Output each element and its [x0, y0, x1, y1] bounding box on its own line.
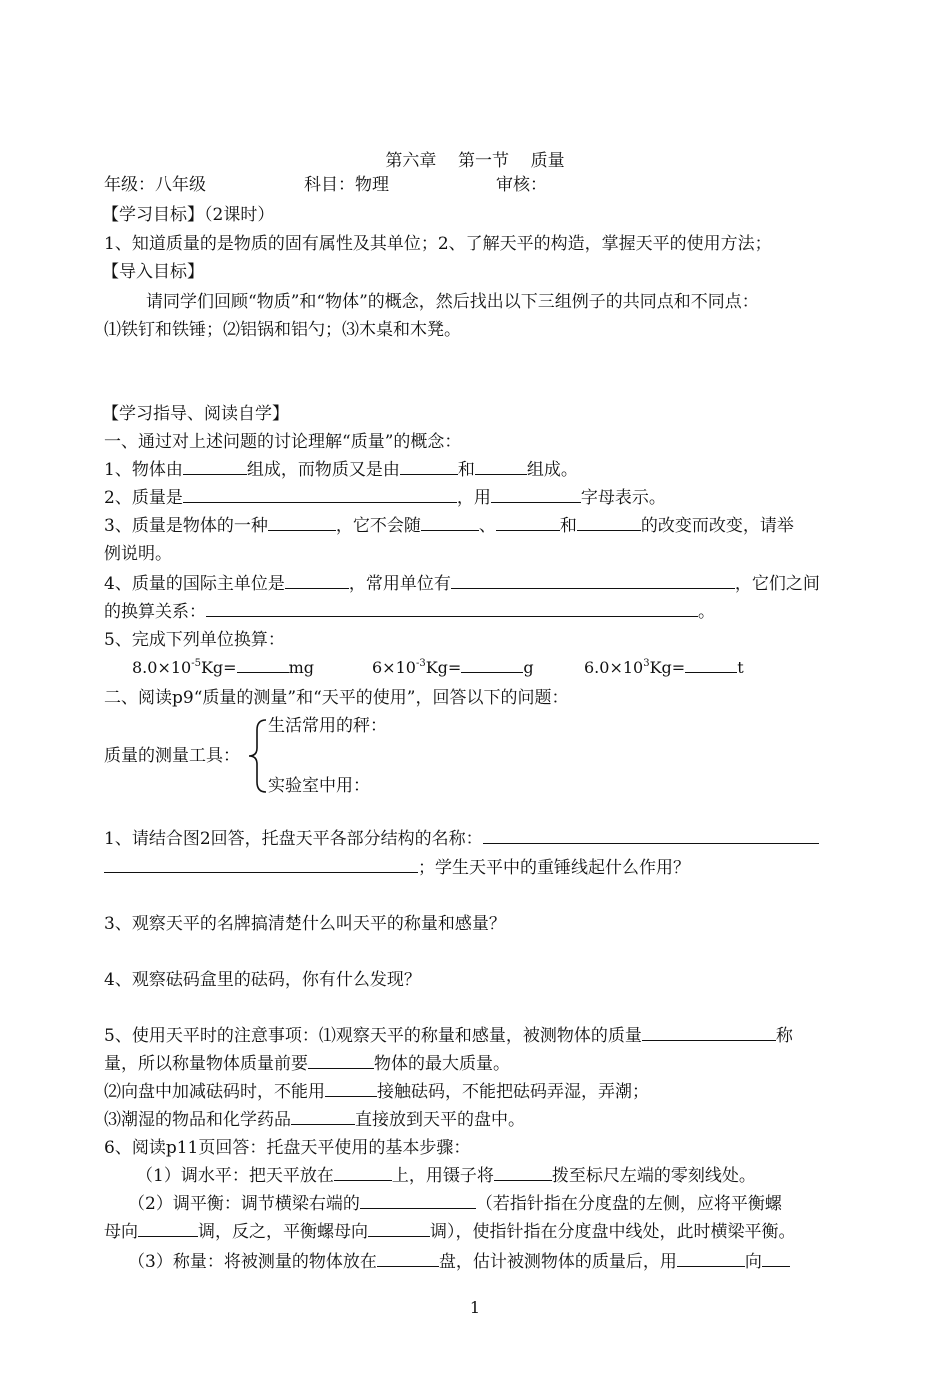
goals-text: 1、知道质量的是物质的固有属性及其单位；2、了解天平的构造，掌握天平的使用方法； — [104, 234, 772, 254]
goals-header: 【学习目标】（2课时） — [102, 205, 275, 225]
part1-title: 一、通过对上述问题的讨论理解“质量”的概念： — [104, 432, 462, 452]
q3-text-e: 的改变而改变，请举 — [640, 516, 794, 536]
blank[interactable] — [104, 858, 418, 873]
blank[interactable] — [677, 1252, 745, 1267]
prompt-1b — [104, 858, 690, 878]
q4-text-a: 4、质量的国际主单位是 — [104, 574, 285, 594]
p1b-text: ；学生天平中的重锤线起什么作用？ — [418, 858, 690, 878]
s1-text-b: 上，用镊子将 — [391, 1166, 494, 1186]
conv1-base: 8.0×10 — [132, 658, 192, 677]
s3-text-b: 盘，估计被测物体的质量后，用 — [438, 1252, 677, 1272]
meta-row — [104, 175, 547, 195]
s3-text-c: 向 — [744, 1252, 762, 1272]
conversion-1 — [132, 658, 314, 678]
p5d-text-b: 直接放到天平的盘中。 — [355, 1110, 525, 1130]
p5b-text-a: 量，所以称量物体质量前要 — [104, 1054, 308, 1074]
s1-text-c: 拨至标尺左端的零刻线处。 — [551, 1166, 756, 1186]
conv3-unit-in: Kg= — [649, 658, 686, 677]
s2b-text-c: 调），使指针指在分度盘中线处，此时横梁平衡。 — [430, 1222, 796, 1242]
p5d-text-a: ⑶潮湿的物品和化学药品 — [104, 1110, 291, 1130]
conv3-exp: 3 — [643, 657, 650, 669]
blank[interactable] — [206, 602, 698, 617]
guide-header: 【学习指导、阅读自学】 — [102, 404, 289, 424]
blank[interactable] — [285, 574, 349, 589]
q3-text-a: 3、质量是物体的一种 — [104, 516, 268, 536]
p5-text-a: 5、使用天平时的注意事项：⑴观察天平的称量和感量，被测物体的质量 — [104, 1026, 642, 1046]
q1-text-d: 组成。 — [526, 460, 578, 480]
blank[interactable] — [491, 488, 581, 503]
intro-text-2: ⑴铁钉和铁锤；⑵铝锅和铝勺；⑶木桌和木凳。 — [104, 320, 461, 340]
blank[interactable] — [494, 1166, 552, 1181]
blank[interactable] — [138, 1222, 198, 1237]
q4b-text-a: 的换算关系： — [104, 602, 206, 622]
conversion-3 — [584, 658, 744, 678]
q2-text-c: 字母表示。 — [580, 488, 666, 508]
q3-text-d: 和 — [559, 516, 577, 536]
prompt-1 — [104, 829, 819, 849]
s2b-text-b: 调，反之，平衡螺母向 — [198, 1222, 368, 1242]
question-2 — [104, 488, 666, 508]
blank[interactable] — [762, 1252, 790, 1267]
p5b-text-b: 物体的最大质量。 — [374, 1054, 510, 1074]
s1-text-a: （1）调水平：把天平放在 — [136, 1166, 334, 1186]
q1-text-b: 组成，而物质又是由 — [246, 460, 400, 480]
question-5: 5、完成下列单位换算： — [104, 630, 285, 650]
subject-label: 科目：物理 — [304, 175, 389, 195]
question-3b: 例说明。 — [104, 544, 172, 564]
blank[interactable] — [400, 460, 458, 475]
conv2-unit-in: Kg= — [425, 658, 462, 677]
p5c-text-a: ⑵向盘中加减砝码时，不能用 — [104, 1082, 325, 1102]
blank[interactable] — [496, 516, 560, 531]
blank[interactable] — [685, 658, 737, 673]
prompt-5 — [104, 1026, 793, 1046]
conv2-unit-out: g — [523, 658, 534, 677]
blank[interactable] — [451, 574, 735, 589]
conv1-unit-out: mg — [288, 658, 314, 677]
blank[interactable] — [475, 460, 527, 475]
blank[interactable] — [291, 1110, 355, 1125]
blank[interactable] — [183, 460, 247, 475]
blank[interactable] — [421, 516, 479, 531]
conv2-base: 6×10 — [372, 658, 416, 677]
prompt-5b — [104, 1054, 510, 1074]
question-4b — [104, 602, 715, 622]
p5c-text-b: 接触砝码，不能把砝码弄湿，弄潮； — [377, 1082, 649, 1102]
blank[interactable] — [308, 1054, 374, 1069]
step-3 — [128, 1252, 790, 1272]
q2-text-a: 2、质量是 — [104, 488, 183, 508]
blank[interactable] — [183, 488, 457, 503]
q2-text-b: ，用 — [456, 488, 491, 508]
blank[interactable] — [577, 516, 641, 531]
q1-text-c: 和 — [457, 460, 475, 480]
q1-text-a: 1、物体由 — [104, 460, 183, 480]
blank[interactable] — [377, 1252, 439, 1267]
s3-text-a: （3）称量：将被测量的物体放在 — [128, 1252, 377, 1272]
grade-label: 年级：八年级 — [104, 175, 206, 195]
q4-text-b: ，常用单位有 — [348, 574, 451, 594]
conv3-unit-out: t — [737, 658, 744, 677]
q3-text-b: ，它不会随 — [335, 516, 421, 536]
tools-life: 生活常用的秤： — [268, 716, 387, 736]
s2-text-b: （若指针指在分度盘的左侧，应将平衡螺 — [475, 1194, 782, 1214]
step-2 — [128, 1194, 782, 1214]
s2-text-a: （2）调平衡：调节横梁右端的 — [128, 1194, 360, 1214]
blank[interactable] — [368, 1222, 430, 1237]
conv1-unit-in: Kg= — [200, 658, 237, 677]
question-1 — [104, 460, 578, 480]
prompt-3: 3、观察天平的名牌搞清楚什么叫天平的称量和感量？ — [104, 914, 506, 934]
blank[interactable] — [642, 1026, 776, 1041]
intro-text-1: 请同学们回顾“物质”和“物体”的概念，然后找出以下三组例子的共同点和不同点： — [146, 292, 759, 312]
review-label: 审核： — [496, 175, 547, 195]
q3-text-c: 、 — [478, 516, 496, 536]
blank[interactable] — [461, 658, 523, 673]
blank[interactable] — [334, 1166, 392, 1181]
step-2b — [104, 1222, 796, 1242]
q4-text-c: ，它们之间 — [734, 574, 820, 594]
intro-header: 【导入目标】 — [102, 262, 204, 282]
prompt-5d — [104, 1110, 525, 1130]
prompt-4: 4、观察砝码盒里的砝码，你有什么发现？ — [104, 970, 421, 990]
part2-title: 二、阅读p9“质量的测量”和“天平的使用”，回答以下的问题： — [104, 688, 569, 708]
page-title: 第六章 第一节 质量 — [385, 151, 565, 171]
step-1 — [136, 1166, 756, 1186]
q4b-text-b: 。 — [698, 602, 715, 622]
conversion-2 — [372, 658, 534, 678]
conv3-base: 6.0×10 — [584, 658, 644, 677]
conv2-exp: -3 — [415, 657, 426, 669]
s2b-text-a: 母向 — [104, 1222, 138, 1242]
p5-text-b: 称 — [775, 1026, 793, 1046]
blank[interactable] — [325, 1082, 377, 1097]
tools-lab: 实验室中用： — [268, 776, 370, 796]
conv1-exp: -5 — [191, 657, 201, 669]
question-4 — [104, 574, 820, 594]
prompt-6: 6、阅读p11页回答：托盘天平使用的基本步骤： — [104, 1138, 471, 1158]
curly-brace-icon — [246, 718, 268, 794]
question-3 — [104, 516, 794, 536]
blank[interactable] — [483, 829, 819, 844]
blank[interactable] — [360, 1194, 476, 1209]
tools-label: 质量的测量工具： — [104, 746, 240, 766]
p1-text: 1、请结合图2回答，托盘天平各部分结构的名称： — [104, 829, 483, 849]
blank[interactable] — [237, 658, 289, 673]
prompt-5c — [104, 1082, 649, 1102]
page-number: 1 — [469, 1298, 481, 1317]
blank[interactable] — [268, 516, 336, 531]
